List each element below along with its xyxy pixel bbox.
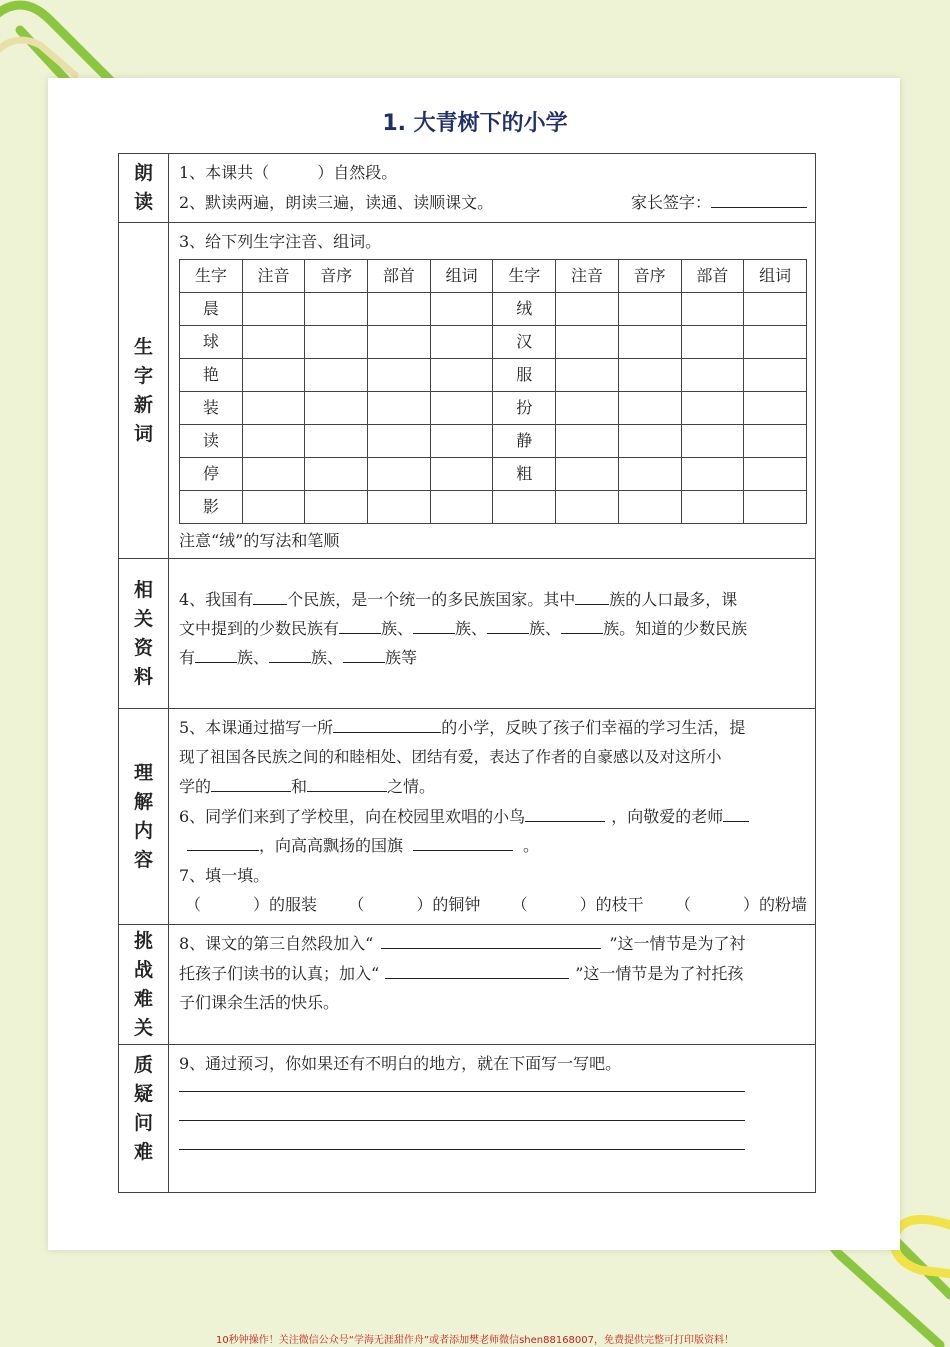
section-new-words [119, 223, 816, 559]
character-cell: 汉 [493, 326, 556, 359]
answer-cell[interactable] [430, 359, 493, 392]
answer-cell[interactable] [242, 491, 305, 524]
new-words-content [169, 223, 816, 559]
answer-cell[interactable] [242, 359, 305, 392]
answer-cell[interactable] [618, 359, 681, 392]
answer-cell[interactable] [430, 425, 493, 458]
label-char: 挑 [133, 929, 153, 952]
answer-cell[interactable] [744, 293, 807, 326]
q4-text: 文中提到的少数民族有 [179, 619, 340, 638]
q8-line2 [179, 959, 807, 989]
footer-notice: 10秒钟操作！关注微信公众号“学海无涯甜作舟”或者添加樊老师微信shen88168007，免费提供完整可打印版资料！ [215, 1335, 735, 1346]
q5-line1 [179, 713, 807, 743]
header-cell: 音序 [618, 260, 681, 293]
q6-text: 6、同学们来到了学校里，向在校园里欢唱的小鸟 [179, 806, 526, 826]
answer-cell[interactable] [744, 392, 807, 425]
character-cell: 停 [180, 458, 243, 491]
answer-cell[interactable] [744, 458, 807, 491]
character-row [180, 425, 807, 458]
header-cell: 生字 [180, 260, 243, 293]
q8-text: 8、课文的第三自然段加入“ [179, 934, 374, 953]
label-char: 理 [133, 761, 153, 784]
answer-cell[interactable] [681, 359, 744, 392]
label-char: 料 [133, 665, 153, 688]
answer-cell[interactable] [305, 458, 368, 491]
answer-cell[interactable] [242, 458, 305, 491]
q7-fill[interactable] [512, 890, 644, 920]
signature-label: 家长签字： [630, 193, 711, 212]
answer-cell[interactable] [618, 458, 681, 491]
q6-line1 [179, 802, 807, 832]
character-row [180, 491, 807, 524]
header-cell: 生字 [493, 260, 556, 293]
q4-blank[interactable] [575, 586, 609, 605]
q5-line3 [179, 772, 807, 802]
character-cell: 装 [180, 392, 243, 425]
character-cell: 球 [180, 326, 243, 359]
label-char: 生 [133, 335, 153, 358]
q4-blank[interactable] [561, 615, 603, 634]
label-char: 质 [133, 1054, 153, 1076]
answer-cell[interactable] [305, 293, 368, 326]
q5-line2: 现了祖国各民族之间的和睦相处、团结有爱，表达了作者的自豪感以及对这所小 [179, 747, 722, 766]
answer-cell[interactable] [368, 293, 431, 326]
answer-cell[interactable] [305, 326, 368, 359]
reading-content [169, 154, 816, 223]
q1 [179, 158, 807, 188]
q6-blank[interactable] [525, 803, 605, 822]
answer-cell[interactable] [242, 425, 305, 458]
answer-cell[interactable] [744, 425, 807, 458]
q7-fill-row [179, 890, 807, 920]
answer-cell[interactable] [368, 458, 431, 491]
q5-blank[interactable] [211, 773, 291, 792]
answer-cell[interactable] [430, 491, 493, 524]
q4-text: 族等 [385, 648, 418, 667]
header-cell: 部首 [681, 260, 744, 293]
character-cell: 绒 [493, 293, 556, 326]
answer-cell[interactable] [556, 425, 619, 458]
q4-blank[interactable] [269, 644, 311, 663]
character-cell: 影 [180, 491, 243, 524]
q4-text: 4、我国有 [179, 590, 254, 609]
q4-text: 族、 [381, 619, 414, 638]
section-related [119, 559, 816, 709]
q4-line1 [179, 585, 807, 614]
answer-cell[interactable] [681, 491, 744, 524]
header-cell: 组词 [430, 260, 493, 293]
answer-cell[interactable] [305, 425, 368, 458]
character-cell [493, 491, 556, 524]
section-label-related [119, 559, 169, 709]
q4-blank[interactable] [487, 615, 529, 634]
answer-cell[interactable] [744, 326, 807, 359]
header-cell: 部首 [368, 260, 431, 293]
answer-cell[interactable] [556, 458, 619, 491]
answer-cell[interactable] [305, 392, 368, 425]
character-row [180, 392, 807, 425]
answer-cell[interactable] [618, 392, 681, 425]
answer-cell[interactable] [368, 425, 431, 458]
q6-blank[interactable] [413, 832, 513, 851]
label-char: 难 [133, 1141, 153, 1163]
q4-blank[interactable] [413, 615, 455, 634]
q5-text: 之情。 [387, 777, 436, 796]
section-reading [119, 154, 816, 223]
section-challenge [119, 925, 816, 1045]
q4-text: 个民族，是一个统一的多民族国家。其中 [287, 590, 576, 609]
answer-cell[interactable] [305, 491, 368, 524]
q3-text: 3、给下列生字注音、组词。 [179, 232, 382, 251]
character-cell: 艳 [180, 359, 243, 392]
answer-cell[interactable] [305, 359, 368, 392]
answer-line[interactable] [179, 1092, 745, 1121]
q5-text: 学的 [179, 777, 212, 796]
answer-cell[interactable] [430, 392, 493, 425]
q4-text: 族、 [455, 619, 488, 638]
section-label-questions [119, 1045, 169, 1193]
section-label-understanding [119, 709, 169, 925]
q2 [179, 188, 807, 218]
q4-blank[interactable] [343, 644, 385, 663]
q7-fill[interactable] [675, 890, 807, 920]
header-cell: 注音 [242, 260, 305, 293]
answer-cell[interactable] [368, 359, 431, 392]
q4-blank[interactable] [253, 586, 287, 605]
open-paren: （ [348, 895, 365, 914]
answer-cell[interactable] [556, 491, 619, 524]
character-row [180, 293, 807, 326]
answer-cell[interactable] [430, 293, 493, 326]
answer-cell[interactable] [430, 326, 493, 359]
label-char: 问 [133, 1112, 153, 1134]
q7-text: 7、填一填。 [179, 865, 270, 885]
page-title: 1. 大青树下的小学 [382, 111, 568, 136]
answer-cell[interactable] [681, 392, 744, 425]
answer-cell[interactable] [618, 491, 681, 524]
character-cell: 晨 [180, 293, 243, 326]
worksheet-table [118, 153, 816, 1193]
answer-cell[interactable] [556, 326, 619, 359]
answer-cell[interactable] [430, 458, 493, 491]
character-cell: 粗 [493, 458, 556, 491]
answer-line[interactable] [179, 1121, 745, 1150]
q4-blank[interactable] [339, 615, 381, 634]
answer-cell[interactable] [242, 326, 305, 359]
q4-text: 有 [179, 648, 196, 667]
q6-text: ，向高高飘扬的国旗 [259, 836, 404, 855]
label-char: 相 [133, 578, 153, 601]
q1-prefix: 1、本课共（ [179, 163, 270, 182]
q5-text: 的小学，反映了孩子们幸福的学习生活，提 [441, 718, 746, 737]
answer-cell[interactable] [744, 359, 807, 392]
section-label-challenge [119, 925, 169, 1045]
q7-fill[interactable] [348, 890, 480, 920]
label-char: 词 [133, 422, 153, 445]
questions-content [169, 1045, 816, 1193]
answer-cell[interactable] [556, 293, 619, 326]
q4-blank[interactable] [195, 644, 237, 663]
character-table-header [180, 260, 807, 293]
character-cell: 读 [180, 425, 243, 458]
character-row [180, 326, 807, 359]
q4-text: 族、 [311, 648, 344, 667]
q5-blank[interactable] [307, 773, 387, 792]
q8-blank[interactable] [385, 960, 569, 979]
q6-blank[interactable] [187, 832, 259, 851]
q7-fill[interactable] [185, 890, 317, 920]
answer-cell[interactable] [368, 392, 431, 425]
open-paren: （ [674, 895, 691, 914]
answer-cell[interactable] [618, 425, 681, 458]
answer-cell[interactable] [681, 293, 744, 326]
header-cell: 注音 [556, 260, 619, 293]
fill-text: ）的粉墙 [742, 895, 807, 914]
answer-cell[interactable] [618, 293, 681, 326]
header-cell: 组词 [744, 260, 807, 293]
character-row [180, 458, 807, 491]
related-content [169, 559, 816, 709]
answer-cell[interactable] [368, 491, 431, 524]
answer-cell[interactable] [618, 326, 681, 359]
character-table [179, 259, 807, 524]
label-char: 难 [133, 987, 153, 1010]
section-label-new-words [119, 223, 169, 559]
q4-text: 族的人口最多，课 [609, 590, 738, 609]
understanding-content [169, 709, 816, 925]
label-char: 容 [133, 848, 153, 871]
fill-text: ）的服装 [253, 895, 318, 914]
q4-line2 [179, 614, 807, 643]
q9-text: 9、通过预习，你如果还有不明白的地方，就在下面写一写吧。 [179, 1054, 622, 1073]
q8-blank[interactable] [381, 930, 601, 949]
stroke-note: 注意“绒”的写法和笔顺 [179, 531, 340, 550]
header-cell: 音序 [305, 260, 368, 293]
q4-text: 族、 [237, 648, 270, 667]
q5-text: 5、本课通过描写一所 [179, 718, 334, 737]
section-label-reading [119, 154, 169, 223]
label-char: 字 [133, 364, 153, 387]
q8-line1 [179, 929, 807, 959]
label-char: 资 [133, 636, 153, 659]
answer-cell[interactable] [681, 458, 744, 491]
label-char: 朗 [133, 162, 153, 184]
signature-blank[interactable] [711, 189, 807, 208]
character-row [180, 359, 807, 392]
q8-text: 托孩子们读书的认真；加入“ [179, 963, 380, 983]
answer-cell[interactable] [368, 326, 431, 359]
q4-text: 族、 [529, 619, 562, 638]
answer-cell[interactable] [556, 392, 619, 425]
q6-text: 。 [523, 836, 540, 855]
answer-line[interactable] [179, 1079, 745, 1092]
label-char: 战 [133, 958, 153, 981]
label-char: 关 [133, 1016, 153, 1039]
label-char: 新 [133, 393, 153, 416]
section-questions [119, 1045, 816, 1193]
q8-text: ”这一情节是为了衬托孩 [575, 963, 744, 983]
answer-cell[interactable] [681, 425, 744, 458]
parent-signature [631, 188, 807, 218]
q4-text: 族。知道的少数民族 [603, 619, 748, 638]
answer-cell[interactable] [242, 392, 305, 425]
section-understanding [119, 709, 816, 925]
character-cell: 服 [493, 359, 556, 392]
answer-cell[interactable] [556, 359, 619, 392]
q5-blank[interactable] [333, 714, 441, 733]
answer-cell[interactable] [681, 326, 744, 359]
q8-text: 子们课余生活的快乐。 [179, 993, 340, 1012]
label-char: 读 [133, 191, 153, 213]
q8-text: ”这一情节是为了衬 [609, 934, 746, 953]
character-cell: 静 [493, 425, 556, 458]
open-paren: （ [185, 895, 202, 914]
q6-text: ，向敬爱的老师 [611, 806, 724, 826]
q6-blank[interactable] [723, 803, 749, 822]
challenge-content [169, 925, 816, 1045]
q2-text: 2、默读两遍，朗读三遍，读通、读顺课文。 [179, 193, 494, 212]
label-char: 解 [133, 790, 153, 813]
q6-line2 [179, 831, 807, 861]
fill-text: ）的铜钟 [416, 895, 481, 914]
answer-cell[interactable] [744, 491, 807, 524]
open-paren: （ [511, 895, 528, 914]
fill-text: ）的枝干 [579, 895, 644, 914]
q5-text: 和 [291, 777, 308, 796]
answer-cell[interactable] [242, 293, 305, 326]
label-char: 疑 [133, 1083, 153, 1105]
character-cell: 扮 [493, 392, 556, 425]
label-char: 内 [133, 819, 153, 842]
q4-line3 [179, 643, 807, 672]
label-char: 关 [133, 607, 153, 630]
q1-suffix: ）自然段。 [317, 163, 398, 182]
